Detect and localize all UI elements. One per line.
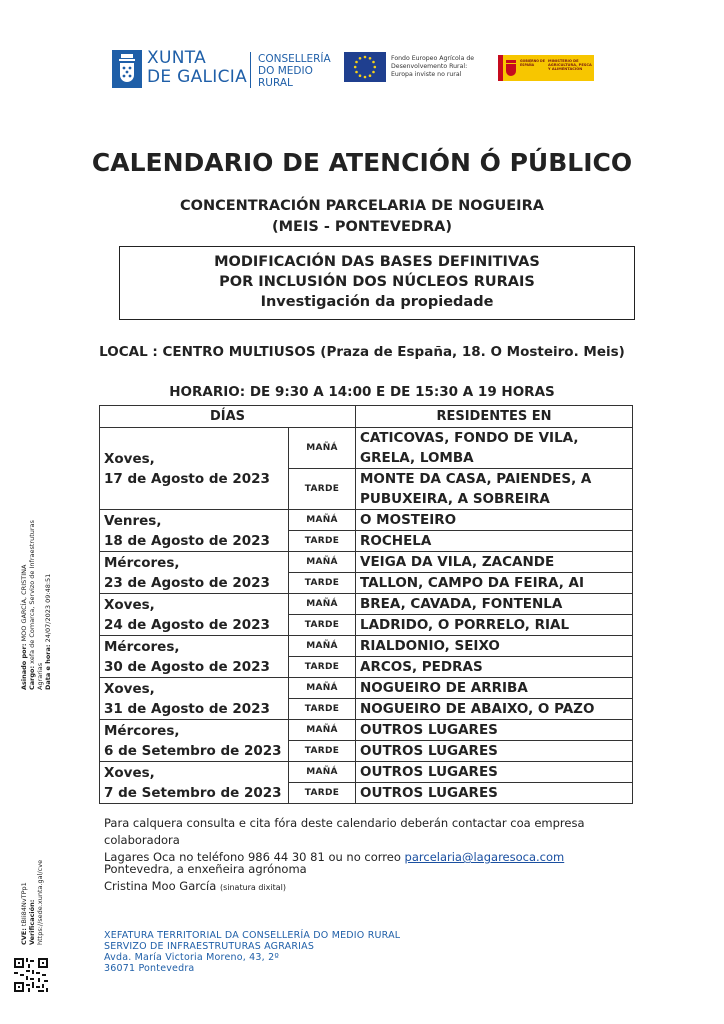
spain-crest-icon	[505, 60, 517, 76]
table-row	[100, 762, 633, 783]
morning-label: MAÑÁ	[289, 720, 356, 741]
local-venue: LOCAL : CENTRO MULTIUSOS (Praza de España, 18. O Mosteiro. Meis)	[99, 344, 625, 360]
es-ministry-text: MINISTERIO DE AGRICULTURA, PESCA Y ALIMENTACIÓN	[548, 59, 592, 72]
day-cell	[100, 428, 289, 510]
eu-fund-text	[391, 55, 474, 79]
conselleria-line3: RURAL	[258, 77, 293, 89]
morning-residents: VEIGA DA VILA, ZACANDE	[356, 552, 633, 573]
afternoon-residents: MONTE DA CASA, PAIENDES, A PUBUXEIRA, A SOBREIRA	[356, 469, 633, 510]
contact-email-link[interactable]: parcelaria@lagaresoca.com	[404, 850, 565, 864]
weekday: Xoves,	[104, 596, 155, 613]
stamp-role-cont: Agrarias	[36, 662, 44, 690]
date: 7 de Setembro de 2023	[104, 784, 282, 801]
col-header-days: DÍAS	[100, 406, 356, 428]
eu-line1: Fondo Europeo Agrícola de	[391, 55, 475, 62]
date: 6 de Setembro de 2023	[104, 742, 282, 759]
afternoon-label: TARDE	[289, 741, 356, 762]
eu-flag-icon	[344, 52, 386, 82]
day-cell	[100, 762, 289, 804]
contact-note	[104, 815, 624, 866]
signer-name: Cristina Moo García	[104, 879, 217, 893]
stamp-signer: Asinado por: MOO GARCÍA, CRISTINA	[20, 564, 28, 690]
afternoon-label: TARDE	[289, 469, 356, 510]
address-line3: Avda. María Victoria Moreno, 43, 2º	[104, 952, 280, 963]
weekday: Mércores,	[104, 554, 180, 571]
address-line1: XEFATURA TERRITORIAL DA CONSELLERÍA DO MEDIO RURAL	[104, 930, 401, 941]
subtitle	[0, 196, 724, 238]
header-divider	[250, 52, 251, 88]
date: 18 de Agosto de 2023	[104, 532, 270, 549]
xunta-emblem-icon	[112, 50, 142, 88]
date: 24 de Agosto de 2023	[104, 616, 270, 633]
afternoon-residents: ARCOS, PEDRAS	[356, 657, 633, 678]
date: 31 de Agosto de 2023	[104, 700, 270, 717]
afternoon-residents: OUTROS LUGARES	[356, 741, 633, 762]
address-line4: 36071 Pontevedra	[104, 963, 195, 974]
afternoon-residents: ROCHELA	[356, 531, 633, 552]
day-cell	[100, 594, 289, 636]
conselleria-line2: DO MEDIO	[258, 65, 313, 77]
signature-block	[104, 861, 307, 896]
afternoon-label: TARDE	[289, 615, 356, 636]
subtitle-line2: (MEIS - PONTEVEDRA)	[272, 219, 452, 235]
day-cell	[100, 720, 289, 762]
date: 30 de Agosto de 2023	[104, 658, 270, 675]
afternoon-residents: TALLON, CAMPO DA FEIRA, AI	[356, 573, 633, 594]
afternoon-label: TARDE	[289, 657, 356, 678]
xunta-de-galicia-logo	[147, 49, 247, 87]
day-cell	[100, 678, 289, 720]
table-row	[100, 678, 633, 699]
morning-residents: BREA, CAVADA, FONTENLA	[356, 594, 633, 615]
weekday: Mércores,	[104, 722, 180, 739]
conselleria-line1: CONSELLERÍA	[258, 53, 331, 65]
sign-line1: Pontevedra, a enxeñeira agrónoma	[104, 862, 307, 876]
table-row	[100, 552, 633, 573]
weekday: Venres,	[104, 512, 162, 529]
col-header-residents: RESIDENTES EN	[356, 406, 633, 428]
morning-label: MAÑÁ	[289, 594, 356, 615]
afternoon-label: TARDE	[289, 573, 356, 594]
table-row	[100, 428, 633, 469]
contact-line1: Para calquera consulta e cita fóra deste calendario deberán contactar coa empresa colaboradora	[104, 816, 585, 847]
xunta-line1: XUNTA	[147, 48, 206, 68]
contact-phone-text: Lagares Oca no teléfono 986 44 30 81 ou no correo	[104, 850, 405, 864]
xunta-line2: DE GALICIA	[147, 67, 248, 87]
cve-stamp	[20, 830, 50, 945]
table-row	[100, 636, 633, 657]
morning-label: MAÑÁ	[289, 428, 356, 469]
office-address	[104, 930, 400, 974]
morning-residents: OUTROS LUGARES	[356, 762, 633, 783]
morning-residents: RIALDONIO, SEIXO	[356, 636, 633, 657]
modification-box	[119, 246, 635, 320]
morning-residents: O MOSTEIRO	[356, 510, 633, 531]
date: 23 de Agosto de 2023	[104, 574, 270, 591]
day-cell	[100, 636, 289, 678]
date: 17 de Agosto de 2023	[104, 470, 270, 487]
day-cell	[100, 552, 289, 594]
box-line1: MODIFICACIÓN DAS BASES DEFINITIVAS	[214, 254, 540, 270]
morning-label: MAÑÁ	[289, 510, 356, 531]
gobierno-espana-logo	[498, 55, 594, 81]
box-line3: Investigación da propiedade	[260, 294, 494, 310]
morning-label: MAÑÁ	[289, 552, 356, 573]
qr-code-icon	[14, 958, 48, 992]
afternoon-residents: NOGUEIRO DE ABAIXO, O PAZO	[356, 699, 633, 720]
cve-verification: Verificación: https://sede.xunta.gal/cve	[28, 859, 44, 945]
conselleria-logo	[258, 53, 331, 89]
morning-residents: OUTROS LUGARES	[356, 720, 633, 741]
afternoon-label: TARDE	[289, 783, 356, 804]
weekday: Mércores,	[104, 638, 180, 655]
afternoon-residents: OUTROS LUGARES	[356, 783, 633, 804]
address-line2: SERVIZO DE INFRAESTRUTURAS AGRARIAS	[104, 941, 315, 952]
opening-hours: HORARIO: DE 9:30 A 14:00 E DE 15:30 A 19 HORAS	[169, 384, 555, 400]
afternoon-label: TARDE	[289, 531, 356, 552]
table-row	[100, 510, 633, 531]
page-title: CALENDARIO DE ATENCIÓN Ó PÚBLICO	[91, 148, 633, 177]
stamp-datetime: Data e hora: 24/07/2023 09:48:51	[44, 573, 52, 690]
morning-label: MAÑÁ	[289, 636, 356, 657]
eu-line2: Desenvolvemento Rural:	[391, 63, 468, 70]
table-header-row	[100, 406, 633, 428]
digital-signature-stamp	[20, 490, 60, 690]
es-gov-text: GOBIERNO DE ESPAÑA	[520, 59, 545, 67]
weekday: Xoves,	[104, 764, 155, 781]
day-cell	[100, 510, 289, 552]
calendar-body	[100, 428, 633, 804]
sign-line2	[104, 878, 307, 896]
eu-line3: Europa inviste no rural	[391, 71, 462, 78]
morning-label: MAÑÁ	[289, 678, 356, 699]
weekday: Xoves,	[104, 450, 155, 467]
morning-residents: CATICOVAS, FONDO DE VILA, GRELA, LOMBA	[356, 428, 633, 469]
signature-note: (sinatura dixital)	[219, 883, 287, 892]
es-red-band	[498, 55, 503, 81]
afternoon-label: TARDE	[289, 699, 356, 720]
table-row	[100, 594, 633, 615]
calendar-table	[99, 405, 633, 804]
table-row	[100, 720, 633, 741]
stamp-role: Cargo: xefa de Comarca, Servizo de Infraestruturas	[28, 520, 36, 690]
morning-residents: NOGUEIRO DE ARRIBA	[356, 678, 633, 699]
morning-label: MAÑÁ	[289, 762, 356, 783]
weekday: Xoves,	[104, 680, 155, 697]
subtitle-line1: CONCENTRACIÓN PARCELARIA DE NOGUEIRA	[180, 198, 544, 214]
box-line2: POR INCLUSIÓN DOS NÚCLEOS RURAIS	[219, 274, 535, 290]
cve-code: CVE: tBIi84NvTPp1	[20, 882, 28, 945]
afternoon-residents: LADRIDO, O PORRELO, RIAL	[356, 615, 633, 636]
